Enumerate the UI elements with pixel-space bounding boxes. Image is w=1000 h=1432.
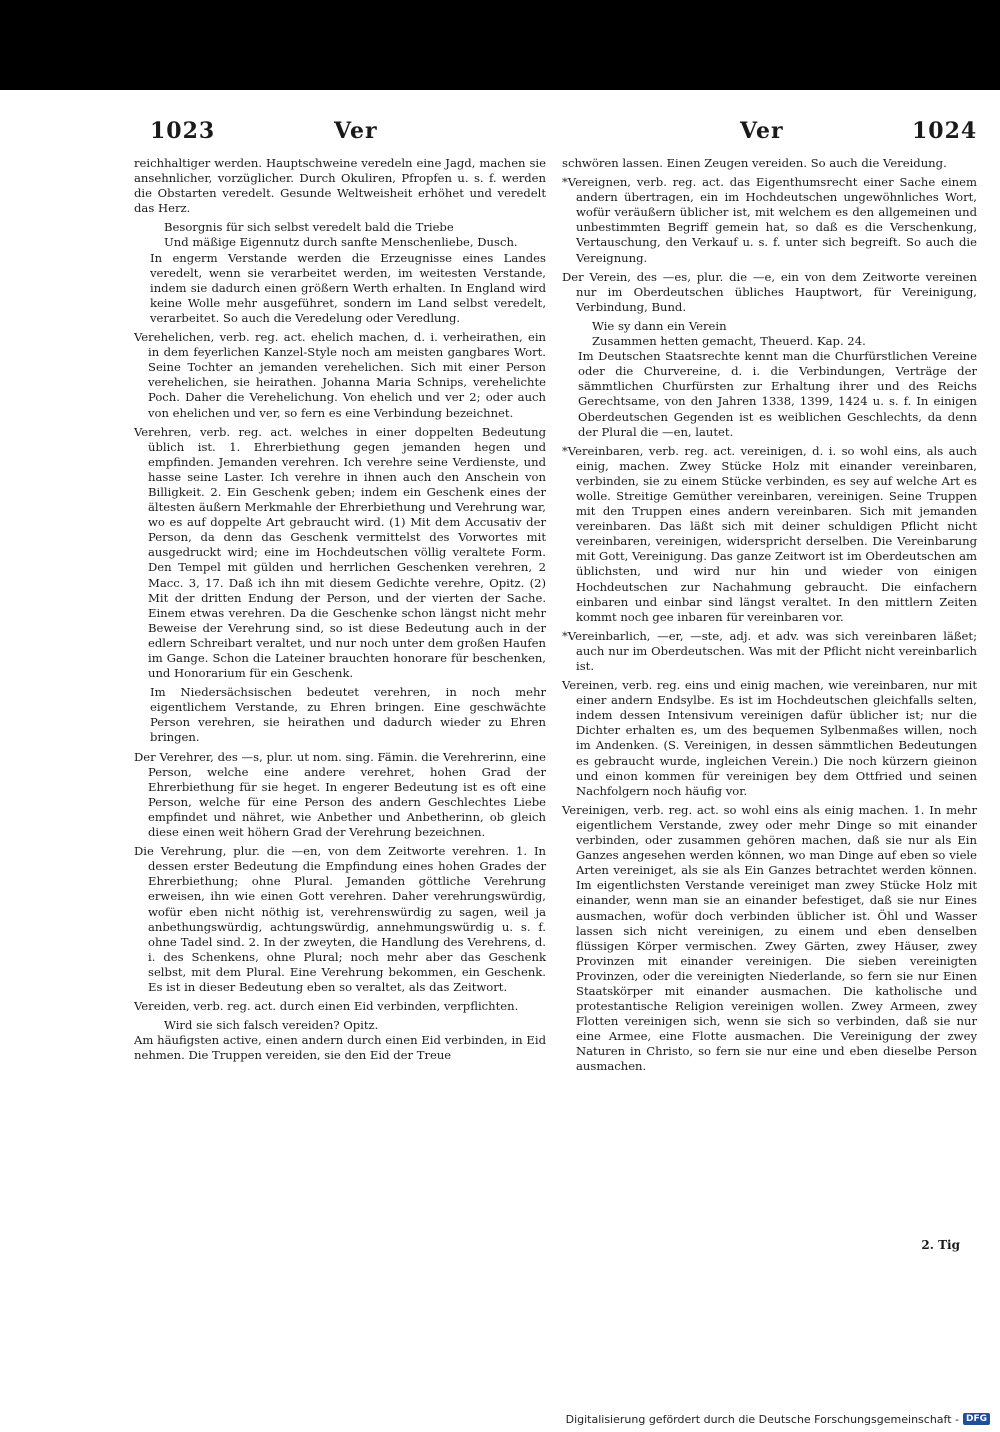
left-column-paragraph: Am häufigsten active, einen andern durch einen Eid verbinden, in Eid nehmen. Die Truppen vereiden, sie den Eid der Treue — [134, 1033, 546, 1063]
right-column-paragraph: *Vereinbaren, verb. reg. act. vereinigen, d. i. so wohl eins, als auch einig, machen. Zwey Stücke Holz mit einander vereinbaren, verbinden, sie zu einem Stücke verbinden, es sey auf welche Art es wolle. Streitige Gemüther vereinbaren, vereinigen. Seine Truppen mit den Truppen eines andern vereinbaren. Sich mit jemanden vereinbaren. Das läßt sich mit deiner schuldigen Pflicht nicht vereinbaren, vereinigen, widerspricht derselben. Die Vereinbarung mit Gott, Vereinigung. Das ganze Zeitwort ist im Oberdeutschen am üblichsten, und wird nur hin und wieder von einigen Hochdeutschen zur Nachahmung gebraucht. Die einfachern einbaren und einbar sind längst veraltet. In den mittlern Zeiten kommt noch gee inbaren für vereinbaren vor. — [562, 443, 977, 624]
left-column-paragraph: Verehelichen, verb. reg. act. ehelich machen, d. i. verheirathen, ein in dem feyerlichen Kanzel-Style noch am meisten gangbares Wort. Seine Tochter an jemanden verehelichen. Sich mit einer Person verehelichen, sie heirathen. Johanna Maria Schnips, verehelichte Poch. Daher die Verehelichung. Von ehelich und ver 2; oder auch von ehelichen und ver, so fern es eine Verbindung bezeichnet. — [134, 330, 546, 420]
left-column — [134, 156, 546, 1067]
catchword: 2. Tig — [921, 1238, 960, 1252]
right-column-paragraph: *Vereignen, verb. reg. act. das Eigenthumsrecht einer Sache einem andern übertragen, ein im Hochdeutschen ungewöhnliches Wort, wofür veräußern üblicher ist, mit welchem es den allgemeinen und unbestimmten Begriff gemein hat, so daß es die Verschenkung, Vertauschung, den Verkauf u. s. f. unter sich begreift. So auch die Vereignung. — [562, 175, 977, 265]
dfg-logo: DFG — [963, 1413, 990, 1425]
left-column-paragraph: Im Niedersächsischen bedeutet verehren, in noch mehr eigentlichem Verstande, zu Ehren bringen. Eine geschwächte Person verehren, sie heirathen und dadurch wieder zu Ehren bringen. — [150, 685, 546, 745]
footer-credit — [566, 1410, 990, 1428]
running-head-left: Ver — [334, 118, 378, 144]
right-column-paragraph: *Vereinbarlich, —er, —ste, adj. et adv. was sich vereinbaren läßet; auch nur im Oberdeutschen. Was mit der Pflicht nicht vereinbarlich ist. — [562, 628, 977, 673]
right-column-paragraph: schwören lassen. Einen Zeugen vereiden. So auch die Vereidung. — [562, 156, 947, 170]
right-column-paragraph: Der Verein, des —es, plur. die —e, ein von dem Zeitworte vereinen nur im Oberdeutschen übliches Hauptwort, für Vereinigung, Verbindung, Bund. — [562, 269, 977, 314]
footer-text: Digitalisierung gefördert durch die Deutsche Forschungsgemeinschaft - — [565, 1412, 959, 1426]
page-number-right: 1024 — [912, 118, 978, 144]
running-head-right: Ver — [740, 118, 784, 144]
right-column — [562, 156, 977, 1079]
left-column-paragraph: Der Verehrer, des —s, plur. ut nom. sing. Fämin. die Verehrerinn, eine Person, welche eine andere verehret, hohen Grad der Ehrerbiethung für sie heget. In engerer Bedeutung ist es oft eine Person, welche für eine Person des andern Geschlechtes Liebe empfindet und nähret, wie Anbether und Anbetherinn, ob gleich diese einen weit höhern Grad der Verehrung bezeichnen. — [134, 749, 546, 840]
left-column-paragraph: Besorgnis für sich selbst veredelt bald die Triebe — [164, 220, 454, 235]
right-column-paragraph: Im Deutschen Staatsrechte kennt man die Churfürstlichen Vereine oder die Churvereine, d. i. die Verbindungen, Verträge der sämmtlichen Churfürsten zur Erhaltung ihrer und des Reichs Gerechtsame, von den Jahren 1338, 1399, 1424 u. s. f. In einigen Oberdeutschen Gegenden ist es weiblichen Geschlechts, da denn der Plural die —en, lautet. — [578, 349, 977, 439]
left-column-paragraph: Und mäßige Eigennutz durch sanfte Menschenliebe, Dusch. — [164, 235, 518, 250]
left-column-paragraph: In engerm Verstande werden die Erzeugnisse eines Landes veredelt, wenn sie verarbeitet werden, im weitesten Verstande, indem sie dadurch einen größern Werth erhalten. In England wird keine Wolle mehr ausgeführet, sondern im Land selbst veredelt, verarbeitet. So auch die Veredelung oder Veredlung. — [150, 250, 546, 325]
left-column-paragraph: Verehren, verb. reg. act. welches in einer doppelten Bedeutung üblich ist. 1. Ehrerbiethung gegen jemanden hegen und empfinden. Jemanden verehren. Ich verehre seine Verdienste, und hasse seine Laster. Ich verehre in ihnen auch den Anschein von Billigkeit. 2. Ein Geschenk geben; indem ein Geschenk eines der ältesten äußern Merkmahle der Ehrerbiethung und Verehrung war, wo es auf doppelte Art gebraucht wird. (1) Mit dem Accusativ der Person, da denn das Geschenk vermittelst des Vorwortes mit ausgedruckt wird; eine im Hochdeutschen völlig veraltete Form. Den Tempel mit gülden und herrlichen Geschenken verehren, 2 Macc. 3, 17. Daß ich ihn mit diesem Gedichte verehre, Opitz. (2) Mit der dritten Endung der Person, und der vierten der Sache. Einem etwas verehren. Da die Geschenke schon längst nicht mehr Beweise der Verehrung sind, so ist diese Bedeutung auch in der edlern Schreibart veraltet, und nur noch unter dem großen Haufen im Gange. Schon die Lateiner brauchten honorare für beschenken, und Honorarium für ein Geschenk. — [134, 424, 546, 681]
left-column-paragraph: reichhaltiger werden. Hauptschweine veredeln eine Jagd, machen sie ansehnlicher, vorzüglicher. Durch Okuliren, Pfropfen u. s. f. werden die Obstarten veredelt. Gesunde Weltweisheit erhöhet und veredelt das Herz. — [134, 156, 546, 216]
right-column-paragraph: Zusammen hetten gemacht, Theuerd. Kap. 24. — [592, 334, 866, 349]
top-black-bar — [0, 0, 1000, 90]
left-column-paragraph: Wird sie sich falsch vereiden? Opitz. — [164, 1018, 379, 1033]
right-column-paragraph: Vereinen, verb. reg. eins und einig machen, wie vereinbaren, nur mit einer andern Endsylbe. Es ist im Hochdeutschen gleichfalls selten, indem dessen Intensivum vereinigen dafür üblicher ist; nur die Dichter erhalten es, um des bequemen Sylbenmaßes willen, noch im Andenken. (S. Vereinigen, in dessen sämmtlichen Bedeutungen es gebraucht wurde, ingleichen Verein.) Die noch kürzern gieinon und einon kommen für vereinigen bey dem Ottfried und seinen Nachfolgern noch häufig vor. — [562, 678, 977, 798]
left-column-paragraph: Die Verehrung, plur. die —en, von dem Zeitworte verehren. 1. In dessen erster Bedeutung die Empfindung eines hohen Grades der Ehrerbiethung; ohne Plural. Jemanden göttliche Verehrung erweisen, ihn wie einen Gott verehren. Daher verehrungswürdig, wofür eben nicht nöthig ist, verehrenswürdig zu sagen, weil ja anbethungswürdig, achtungswürdig, annehmungswürdig u. s. f. ohne Tadel sind. 2. In der zweyten, die Handlung des Verehrens, d. i. des Schenkens, ohne Plural; noch mehr aber das Geschenk selbst, mit dem Plural. Eine Verehrung bekommen, ein Geschenk. Es ist in dieser Bedeutung eben so veraltet, als das Zeitwort. — [134, 844, 546, 994]
right-column-paragraph: Vereinigen, verb. reg. act. so wohl eins als einig machen. 1. In mehr eigentlichem Verstande, zwey oder mehr Dinge so mit einander verbinden, oder zusammen gehören machen, daß sie nur als Ein Ganzes angesehen werden können, wo man Dinge auf eben so viele Arten vereiniget, als sie als Ein Ganzes betrachtet werden können. Im eigentlichsten Verstande vereiniget man zwey Stücke Holz mit einander, wenn man sie an einander befestiget, daß sie nur Eines ausmachen, wofür doch verbinden üblicher ist. Öhl und Wasser lassen sich nicht vereinigen, zu einem und eben denselben flüssigen Körper vermischen. Zwey Gärten, zwey Häuser, zwey Provinzen mit einander vereinigen. Die sieben vereinigten Provinzen, oder die vereinigten Niederlande, so fern sie nur Einen Staatskörper mit einander ausmachen. Die katholische und protestantische Religion vereinigen wollen. Zwey Armeen, zwey Flotten vereinigen sich, wenn sie sich so verbinden, daß sie nur eine Armee, eine Flotte ausmachen. Die Vereinigung der zwey Naturen in Christo, so fern sie nur eine und eben dieselbe Person ausmachen. — [562, 802, 977, 1074]
left-column-paragraph: Vereiden, verb. reg. act. durch einen Eid verbinden, verpflichten. — [134, 999, 519, 1014]
right-column-paragraph: Wie sy dann ein Verein — [592, 318, 727, 333]
page-number-left: 1023 — [150, 118, 216, 144]
